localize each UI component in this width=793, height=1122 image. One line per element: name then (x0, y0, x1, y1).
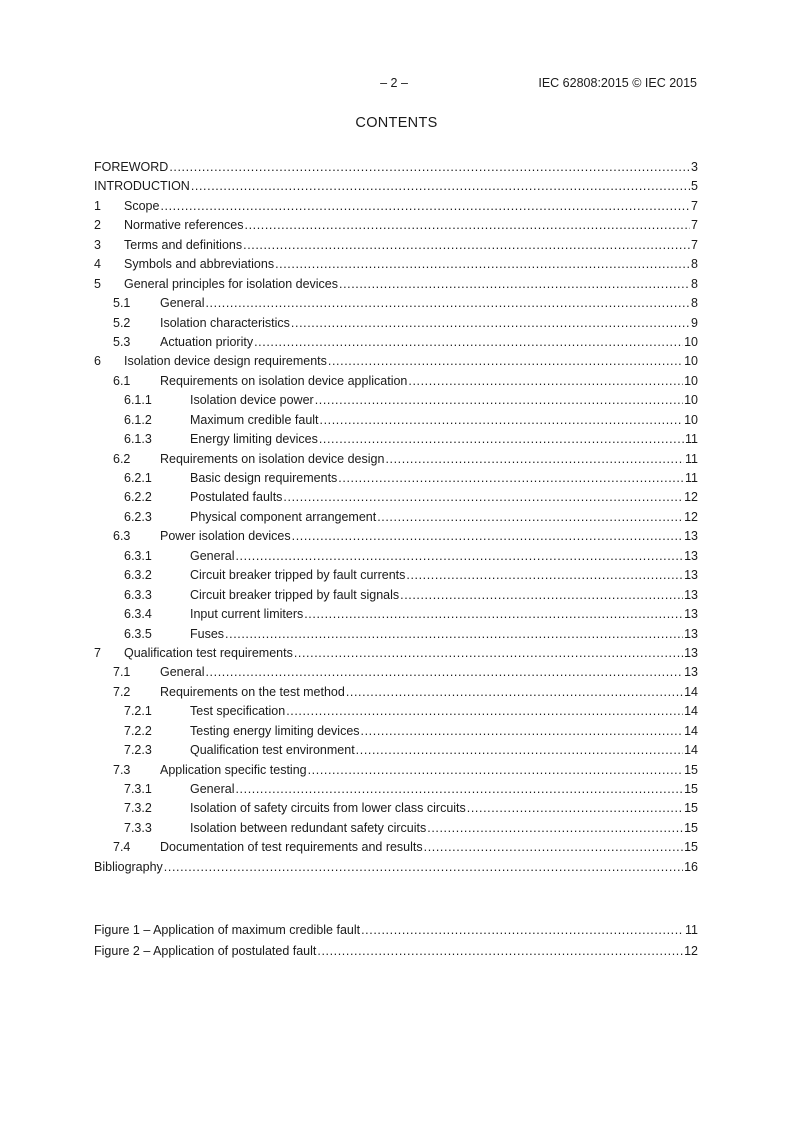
dot-leader (467, 799, 683, 818)
toc-entry-title: Basic design requirements (190, 471, 338, 485)
toc-entry-title: Isolation device power (190, 393, 314, 408)
toc-entry[interactable] (94, 761, 698, 780)
figure-entry-title: Figure 1 – Application of maximum credible fault (94, 923, 361, 937)
toc-entry-title: Isolation between redundant safety circuits (190, 820, 427, 835)
toc-entry[interactable] (94, 158, 698, 177)
toc-entry-page: 11 (685, 432, 698, 447)
toc-entry-title: Terms and definitions (124, 237, 243, 252)
toc-entry-page: 16 (684, 859, 698, 874)
dot-leader (328, 352, 683, 371)
toc-entry-page: 8 (691, 276, 698, 291)
toc-entry-number: 6.2.2 (124, 490, 152, 505)
toc-entry-number: 7.2.2 (124, 723, 152, 738)
dot-leader (191, 177, 690, 196)
figure-entry-title: Figure 2 – Application of postulated fault (94, 944, 317, 958)
toc-entry[interactable] (94, 294, 698, 313)
toc-entry-title: Postulated faults (190, 490, 283, 505)
toc-entry[interactable] (94, 411, 698, 430)
toc-entry-page: 3 (691, 160, 698, 174)
toc-entry-title: Power isolation devices (160, 529, 291, 544)
dot-leader (245, 216, 691, 235)
toc-entry-page: 10 (684, 373, 698, 388)
dot-leader (160, 197, 690, 216)
toc-entry-title: Actuation priority (160, 334, 254, 349)
dot-leader (292, 527, 683, 546)
toc-entry[interactable] (94, 819, 698, 838)
toc-entry-title: Requirements on the test method (160, 684, 345, 699)
toc-entry-number: 7 (94, 645, 101, 660)
toc-entry-title: General (190, 782, 235, 796)
toc-entry-number: 6.3.2 (124, 568, 152, 583)
toc-entry-number: 5 (94, 276, 101, 291)
toc-entry-page: 13 (684, 529, 698, 544)
dot-leader (243, 236, 690, 255)
toc-entry-title: Input current limiters (190, 607, 304, 622)
dot-leader (294, 644, 683, 663)
toc-entry-page: 13 (684, 587, 698, 602)
toc-entry-page: 15 (684, 840, 698, 855)
contents-title: CONTENTS (355, 115, 438, 131)
toc-entry-page: 13 (684, 665, 698, 680)
toc-entry-title: Application specific testing (160, 762, 307, 777)
toc-entry-title: Requirements on isolation device design (160, 451, 385, 466)
toc-entry-page: 15 (684, 820, 698, 835)
dot-leader (304, 605, 683, 624)
toc-entry-title: General (190, 548, 235, 563)
toc-entry-number: 6.1.2 (124, 412, 152, 427)
toc-entry-number: 6.2.3 (124, 509, 152, 524)
toc-entry-title: Circuit breaker tripped by fault signals (190, 587, 400, 602)
toc-entry-page: 8 (691, 257, 698, 272)
dot-leader (424, 838, 683, 857)
dot-leader (291, 314, 690, 333)
figure-entry[interactable] (94, 941, 698, 962)
toc-entry-page: 7 (691, 237, 698, 252)
dot-leader (400, 586, 683, 605)
toc-entry[interactable] (94, 197, 698, 216)
toc-entry-number: 5.1 (113, 296, 131, 311)
toc-entry-title: Documentation of test requirements and results (160, 840, 423, 855)
dot-leader (356, 741, 683, 760)
toc-entry[interactable] (94, 644, 698, 663)
dot-leader (346, 683, 683, 702)
toc-entry-number: 6.2 (113, 451, 131, 466)
dot-leader (308, 761, 683, 780)
dot-leader (339, 275, 690, 294)
toc-entry-number: 7.4 (113, 840, 131, 855)
toc-entry-title: Circuit breaker tripped by fault currents (190, 568, 406, 583)
toc-entry-page: 11 (685, 471, 698, 485)
toc-entry[interactable] (94, 469, 698, 488)
toc-entry[interactable] (94, 799, 698, 818)
toc-entry-page: 15 (684, 782, 698, 796)
dot-leader (235, 547, 683, 566)
toc-entry[interactable] (94, 625, 698, 644)
dot-leader (408, 372, 683, 391)
dot-leader (225, 625, 683, 644)
dot-leader (164, 858, 683, 877)
toc-entry[interactable] (94, 236, 698, 255)
toc-entry[interactable] (94, 741, 698, 760)
dot-leader (169, 158, 690, 177)
toc-entry[interactable] (94, 683, 698, 702)
dot-leader (286, 702, 683, 721)
dot-leader (406, 566, 683, 585)
toc-entry[interactable] (94, 663, 698, 682)
toc-entry-page: 12 (684, 490, 698, 505)
toc-entry-page: 10 (684, 393, 698, 408)
toc-entry[interactable] (94, 372, 698, 391)
toc-entry-page: 7 (691, 198, 698, 213)
toc-entry-number: 5.3 (113, 334, 131, 349)
dot-leader (319, 430, 684, 449)
toc-entry-number: 1 (94, 198, 101, 213)
toc-entry-page: 9 (691, 315, 698, 330)
toc-entry-number: 7.3.2 (124, 801, 152, 816)
toc-entry-page: 15 (684, 801, 698, 816)
dot-leader (317, 941, 683, 962)
toc-entry-title: General (160, 296, 205, 311)
toc-entry-page: 8 (691, 296, 698, 311)
toc-entry-number: 7.2 (113, 684, 131, 699)
figure-entry-page: 12 (684, 944, 698, 958)
toc-entry-page: 14 (684, 723, 698, 738)
toc-entry-title: Scope (124, 198, 160, 213)
toc-entry-title: Isolation of safety circuits from lower class circuits (190, 801, 466, 816)
toc-entry-title: Test specification (190, 704, 286, 719)
dot-leader (235, 780, 683, 799)
toc-entry[interactable] (94, 352, 698, 371)
toc-entry[interactable] (94, 333, 698, 352)
toc-entry-title: Fuses (190, 626, 225, 641)
figure-entry[interactable] (94, 920, 698, 941)
toc-entry-number: 7.2.3 (124, 743, 152, 758)
toc-entry-number: 6 (94, 354, 101, 369)
toc-entry-number: 7.1 (113, 665, 131, 680)
toc-entry-page: 10 (684, 334, 698, 349)
toc-entry-page: 13 (684, 568, 698, 583)
dot-leader (377, 508, 683, 527)
toc-entry-page: 13 (684, 626, 698, 641)
dot-leader (205, 294, 690, 313)
toc-entry[interactable] (94, 858, 698, 877)
toc-entry[interactable] (94, 527, 698, 546)
document-id: IEC 62808:2015 © IEC 2015 (538, 76, 697, 90)
toc-entry[interactable] (94, 838, 698, 857)
toc-entry-number: 5.2 (113, 315, 131, 330)
figure-entry-page: 11 (685, 923, 698, 937)
toc-entry-title: Isolation device design requirements (124, 354, 327, 369)
toc-entry-number: 7.3 (113, 762, 131, 777)
toc-entry[interactable] (94, 605, 698, 624)
toc-entry-number: 4 (94, 257, 101, 272)
toc-entry-title: Qualification test environment (190, 743, 355, 758)
page-number: – 2 – (380, 76, 408, 90)
dot-leader (320, 411, 684, 430)
dot-leader (361, 722, 684, 741)
toc-entry[interactable] (94, 508, 698, 527)
dot-leader (283, 488, 683, 507)
toc-entry-page: 7 (691, 218, 698, 233)
dot-leader (315, 391, 683, 410)
toc-entry-title: Symbols and abbreviations (124, 257, 275, 272)
toc-entry-title: Testing energy limiting devices (190, 723, 360, 738)
toc-entry-page: 13 (684, 548, 698, 563)
dot-leader (361, 920, 684, 941)
toc-entry-title: General principles for isolation devices (124, 276, 338, 291)
toc-entry[interactable] (94, 702, 698, 721)
dot-leader (254, 333, 683, 352)
toc-entry-number: 7.3.3 (124, 820, 152, 835)
toc-entry[interactable] (94, 430, 698, 449)
toc-entry-title: Bibliography (94, 859, 163, 874)
toc-entry[interactable] (94, 780, 698, 799)
toc-entry-page: 15 (684, 762, 698, 777)
toc-entry-number: 6.3.3 (124, 587, 152, 602)
toc-entry[interactable] (94, 488, 698, 507)
toc-entry[interactable] (94, 722, 698, 741)
toc-entry-title: Qualification test requirements (124, 645, 293, 660)
toc-entry-number: 6.3.5 (124, 626, 152, 641)
toc-entry-title: Requirements on isolation device application (160, 373, 408, 388)
toc-entry-number: 6.2.1 (124, 471, 152, 485)
toc-entry-title: Physical component arrangement (190, 509, 377, 524)
toc-entry[interactable] (94, 216, 698, 235)
toc-entry-page: 14 (684, 704, 698, 719)
toc-entry-number: 6.3.4 (124, 607, 152, 622)
toc-entry[interactable] (94, 450, 698, 469)
dot-leader (427, 819, 683, 838)
toc-entry-page: 5 (691, 179, 698, 194)
toc-entry-number: 6.3 (113, 529, 131, 544)
toc-entry-page: 10 (684, 354, 698, 369)
toc-entry-number: 7.3.1 (124, 782, 152, 796)
toc-entry[interactable] (94, 391, 698, 410)
toc-entry-number: 3 (94, 237, 101, 252)
list-of-figures (94, 920, 698, 962)
toc-entry[interactable] (94, 255, 698, 274)
toc-entry[interactable] (94, 547, 698, 566)
toc-entry-number: 6.3.1 (124, 548, 152, 563)
toc-entry[interactable] (94, 314, 698, 333)
toc-entry-title: Isolation characteristics (160, 315, 290, 330)
dot-leader (385, 450, 684, 469)
toc-entry-page: 14 (684, 684, 698, 699)
toc-entry-number: 6.1.3 (124, 432, 152, 447)
toc-entry-title: General (160, 665, 205, 680)
toc-entry-title: Energy limiting devices (190, 432, 318, 447)
toc-entry-title: Maximum credible fault (190, 412, 319, 427)
toc-entry-number: 6.1 (113, 373, 131, 388)
toc-entry-page: 14 (684, 743, 698, 758)
toc-entry-number: 2 (94, 218, 101, 233)
dot-leader (205, 663, 683, 682)
dot-leader (338, 469, 684, 488)
toc-entry-number: 7.2.1 (124, 704, 152, 719)
table-of-contents (94, 158, 698, 877)
dot-leader (275, 255, 690, 274)
toc-entry[interactable] (94, 177, 698, 196)
toc-entry-title: Normative references (124, 218, 244, 233)
toc-entry-page: 13 (684, 607, 698, 622)
toc-entry-page: 12 (684, 509, 698, 524)
toc-entry[interactable] (94, 566, 698, 585)
toc-entry[interactable] (94, 275, 698, 294)
toc-entry-title: INTRODUCTION (94, 179, 190, 194)
toc-entry[interactable] (94, 586, 698, 605)
toc-entry-page: 11 (685, 451, 698, 466)
toc-entry-page: 10 (684, 412, 698, 427)
toc-entry-title: FOREWORD (94, 160, 169, 174)
toc-entry-page: 13 (684, 645, 698, 660)
toc-entry-number: 6.1.1 (124, 393, 152, 408)
